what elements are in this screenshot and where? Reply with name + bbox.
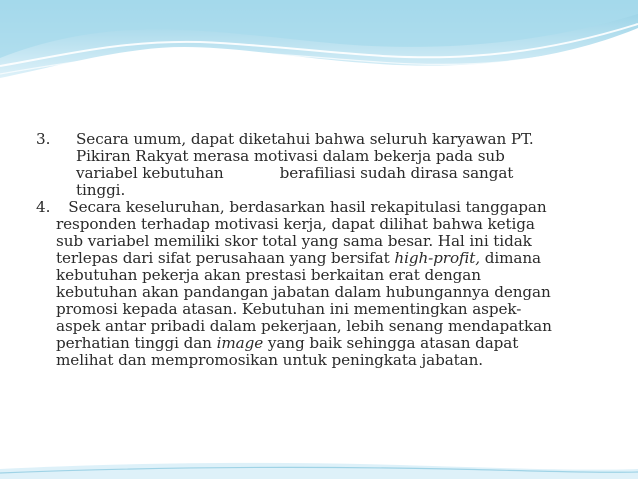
text-line: yang baik sehingga atasan dapat: [267, 334, 519, 352]
text-line: kebutuhan akan pandangan jabatan dalam hubungannya dengan: [56, 283, 551, 301]
text-line: Pikiran Rakyat merasa motivasi dalam bekerja pada sub: [76, 147, 505, 165]
text-line: tinggi.: [76, 181, 126, 199]
text-line: kebutuhan pekerja akan prestasi berkaitan erat dengan: [56, 266, 481, 284]
text-line: Secara keseluruhan, berdasarkan hasil rekapitulasi tanggapan: [68, 198, 547, 216]
text-line: Secara umum, dapat diketahui bahwa seluruh karyawan PT.: [76, 130, 534, 148]
text-line: variabel kebutuhan: [76, 164, 224, 182]
text-line: sub variabel memiliki skor total yang sama besar. Hal ini tidak: [56, 232, 532, 250]
top-wave-decoration: [0, 0, 638, 90]
item-number: 4.: [36, 198, 51, 216]
italic-term: high-profit,: [394, 249, 480, 267]
italic-term: image: [216, 334, 264, 352]
text-line: promosi kepada atasan. Kebutuhan ini mementingkan aspek-: [56, 300, 522, 318]
text-line: perhatian tinggi dan: [56, 334, 212, 352]
text-line: responden terhadap motivasi kerja, dapat dilihat bahwa ketiga: [56, 215, 535, 233]
bottom-wave-decoration: [0, 439, 638, 479]
text-line: dimana: [484, 249, 542, 267]
text-line: melihat dan mempromosikan untuk peningkata jabatan.: [56, 351, 484, 369]
item-number: 3.: [36, 130, 51, 148]
list-item-4: [36, 199, 616, 369]
text-line: terlepas dari sifat perusahaan yang bersifat: [56, 249, 390, 267]
list-item-3: [36, 131, 616, 199]
text-line: berafiliasi sudah dirasa sangat: [279, 164, 514, 182]
text-line: aspek antar pribadi dalam pekerjaan, lebih senang mendapatkan: [56, 317, 552, 335]
slide-content: [36, 131, 616, 369]
